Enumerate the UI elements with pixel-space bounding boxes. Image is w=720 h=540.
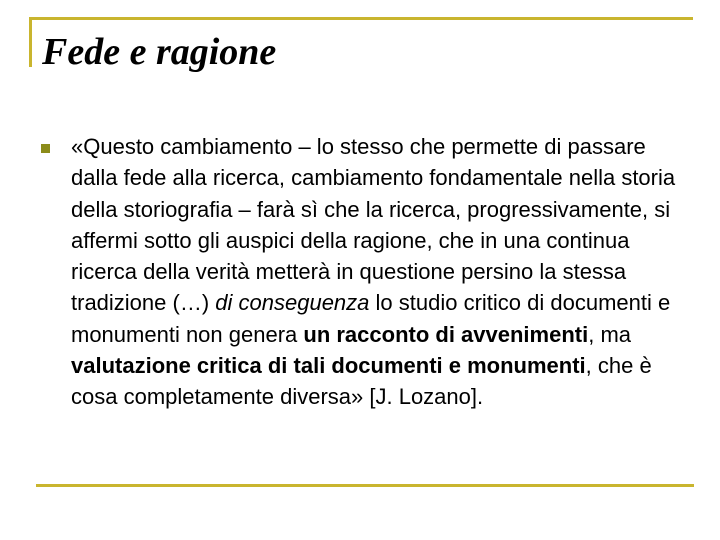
- quote-bold-text: un racconto di avvenimenti: [303, 321, 589, 347]
- quote-text: «Questo cambiamento – lo stesso che permette di passare dalla fede alla ricerca, cambiamento fondamentale nella storia della storiografia – farà sì che la ricerca, progressivamente, si affermi sotto gli auspici della ragione, che in una continua ricerca della verità metterà in questione persino la stessa tradizione (…): [71, 134, 676, 316]
- frame-top-border: [29, 17, 693, 20]
- frame-bottom-border: [36, 484, 694, 487]
- quote-text: , ma: [588, 321, 632, 347]
- quote-text: lo studio critico di documenti e monumenti non genera: [71, 290, 671, 347]
- quote-paragraph: [71, 131, 683, 413]
- quote-italic-text: di conseguenza: [215, 290, 370, 316]
- slide-title: Fede e ragione: [42, 31, 277, 73]
- square-bullet-icon: [41, 144, 50, 153]
- frame-left-border: [29, 17, 32, 67]
- quote-text: , che è cosa completamente diversa» [J. Lozano].: [71, 353, 652, 410]
- quote-bold-text: valutazione critica di tali documenti e monumenti: [71, 353, 586, 379]
